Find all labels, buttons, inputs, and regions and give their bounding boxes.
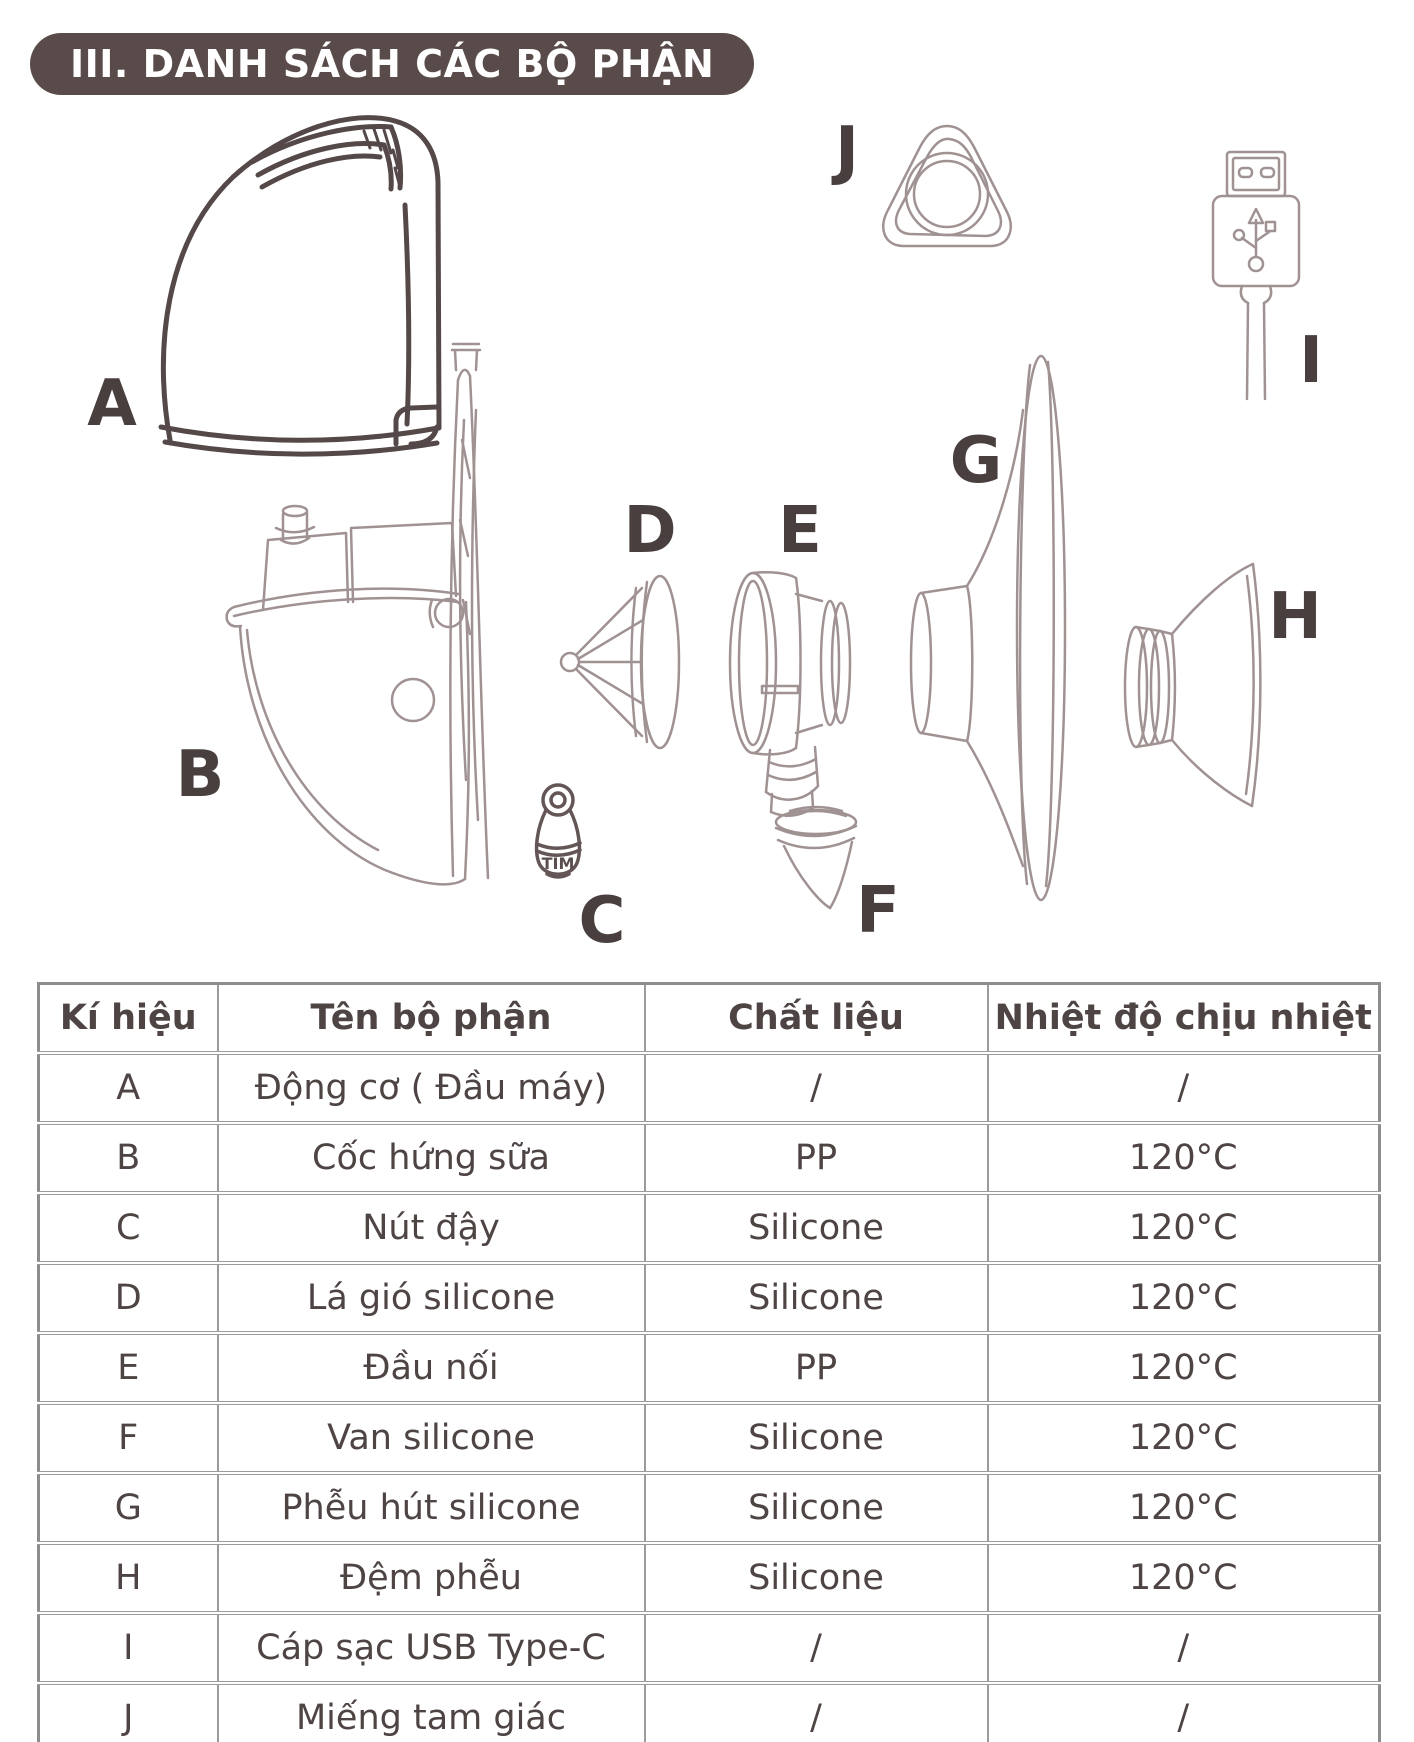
table-cell: Động cơ ( Đầu máy) xyxy=(218,1053,645,1123)
table-cell: 120°C xyxy=(988,1263,1380,1333)
table-cell: Lá gió silicone xyxy=(218,1263,645,1333)
connector-drawing xyxy=(730,572,850,815)
part-label-a: A xyxy=(87,367,137,441)
table-cell: Silicone xyxy=(645,1403,988,1473)
table-row xyxy=(39,1193,1380,1263)
plug-drawing xyxy=(537,785,580,877)
table-row xyxy=(39,1473,1380,1543)
table-cell: I xyxy=(39,1613,218,1683)
parts-table xyxy=(37,982,1381,1742)
part-label-g: G xyxy=(949,424,1003,498)
part-label-d: D xyxy=(623,494,677,568)
table-cell: / xyxy=(988,1683,1380,1742)
header-part-name: Tên bộ phận xyxy=(218,984,645,1054)
table-row xyxy=(39,1613,1380,1683)
table-row xyxy=(39,1333,1380,1403)
part-label-e: E xyxy=(778,494,822,568)
table-cell: Đệm phễu xyxy=(218,1543,645,1613)
table-cell: Silicone xyxy=(645,1543,988,1613)
table-cell: Phễu hút silicone xyxy=(218,1473,645,1543)
table-cell: F xyxy=(39,1403,218,1473)
table-row xyxy=(39,1123,1380,1193)
funnel-cushion-drawing xyxy=(1125,564,1260,806)
table-cell: 120°C xyxy=(988,1333,1380,1403)
table-cell: / xyxy=(645,1053,988,1123)
header-heat-resistance: Nhiệt độ chịu nhiệt xyxy=(988,984,1380,1054)
table-cell: H xyxy=(39,1543,218,1613)
table-header-row xyxy=(39,984,1380,1054)
part-label-j: J xyxy=(835,114,859,188)
valve-membrane-drawing xyxy=(561,576,679,748)
milk-cup-drawing xyxy=(227,344,488,884)
table-cell: 120°C xyxy=(988,1123,1380,1193)
table-cell: 120°C xyxy=(988,1543,1380,1613)
table-cell: E xyxy=(39,1333,218,1403)
parts-table-section xyxy=(37,982,1378,1742)
table-cell: 120°C xyxy=(988,1403,1380,1473)
usb-cable-drawing xyxy=(1213,152,1299,399)
header-material: Chất liệu xyxy=(645,984,988,1054)
table-cell: / xyxy=(645,1683,988,1742)
table-cell: Silicone xyxy=(645,1193,988,1263)
triangle-piece-drawing xyxy=(883,126,1010,246)
table-cell: J xyxy=(39,1683,218,1742)
table-row xyxy=(39,1263,1380,1333)
table-row xyxy=(39,1683,1380,1742)
table-cell: Silicone xyxy=(645,1473,988,1543)
motor-unit-drawing xyxy=(161,118,439,455)
table-cell: G xyxy=(39,1473,218,1543)
table-cell: 120°C xyxy=(988,1473,1380,1543)
table-cell: D xyxy=(39,1263,218,1333)
table-cell: A xyxy=(39,1053,218,1123)
table-cell: / xyxy=(988,1053,1380,1123)
table-cell: Nút đậy xyxy=(218,1193,645,1263)
table-cell: Đầu nối xyxy=(218,1333,645,1403)
table-cell: 120°C xyxy=(988,1193,1380,1263)
table-cell: Silicone xyxy=(645,1263,988,1333)
table-cell: Miếng tam giác xyxy=(218,1683,645,1742)
part-label-h: H xyxy=(1268,580,1322,654)
duckbill-valve-drawing xyxy=(776,807,856,908)
header-symbol: Kí hiệu xyxy=(39,984,218,1054)
table-row xyxy=(39,1053,1380,1123)
table-cell: PP xyxy=(645,1123,988,1193)
part-label-f: F xyxy=(856,874,900,948)
usb-trident-icon xyxy=(1234,209,1275,271)
table-cell: PP xyxy=(645,1333,988,1403)
table-cell: Cáp sạc USB Type-C xyxy=(218,1613,645,1683)
table-row xyxy=(39,1543,1380,1613)
table-cell: C xyxy=(39,1193,218,1263)
table-body xyxy=(39,1053,1380,1742)
part-label-i: I xyxy=(1299,324,1323,398)
parts-diagram xyxy=(0,90,1414,970)
table-cell: Van silicone xyxy=(218,1403,645,1473)
table-cell: Cốc hứng sữa xyxy=(218,1123,645,1193)
table-cell: B xyxy=(39,1123,218,1193)
table-cell: / xyxy=(645,1613,988,1683)
section-title: III. DANH SÁCH CÁC BỘ PHẬN xyxy=(30,33,754,95)
tm-mark-text: TIM xyxy=(541,854,575,873)
table-row xyxy=(39,1403,1380,1473)
part-label-c: C xyxy=(578,884,626,958)
part-label-b: B xyxy=(175,738,225,812)
table-cell: / xyxy=(988,1613,1380,1683)
